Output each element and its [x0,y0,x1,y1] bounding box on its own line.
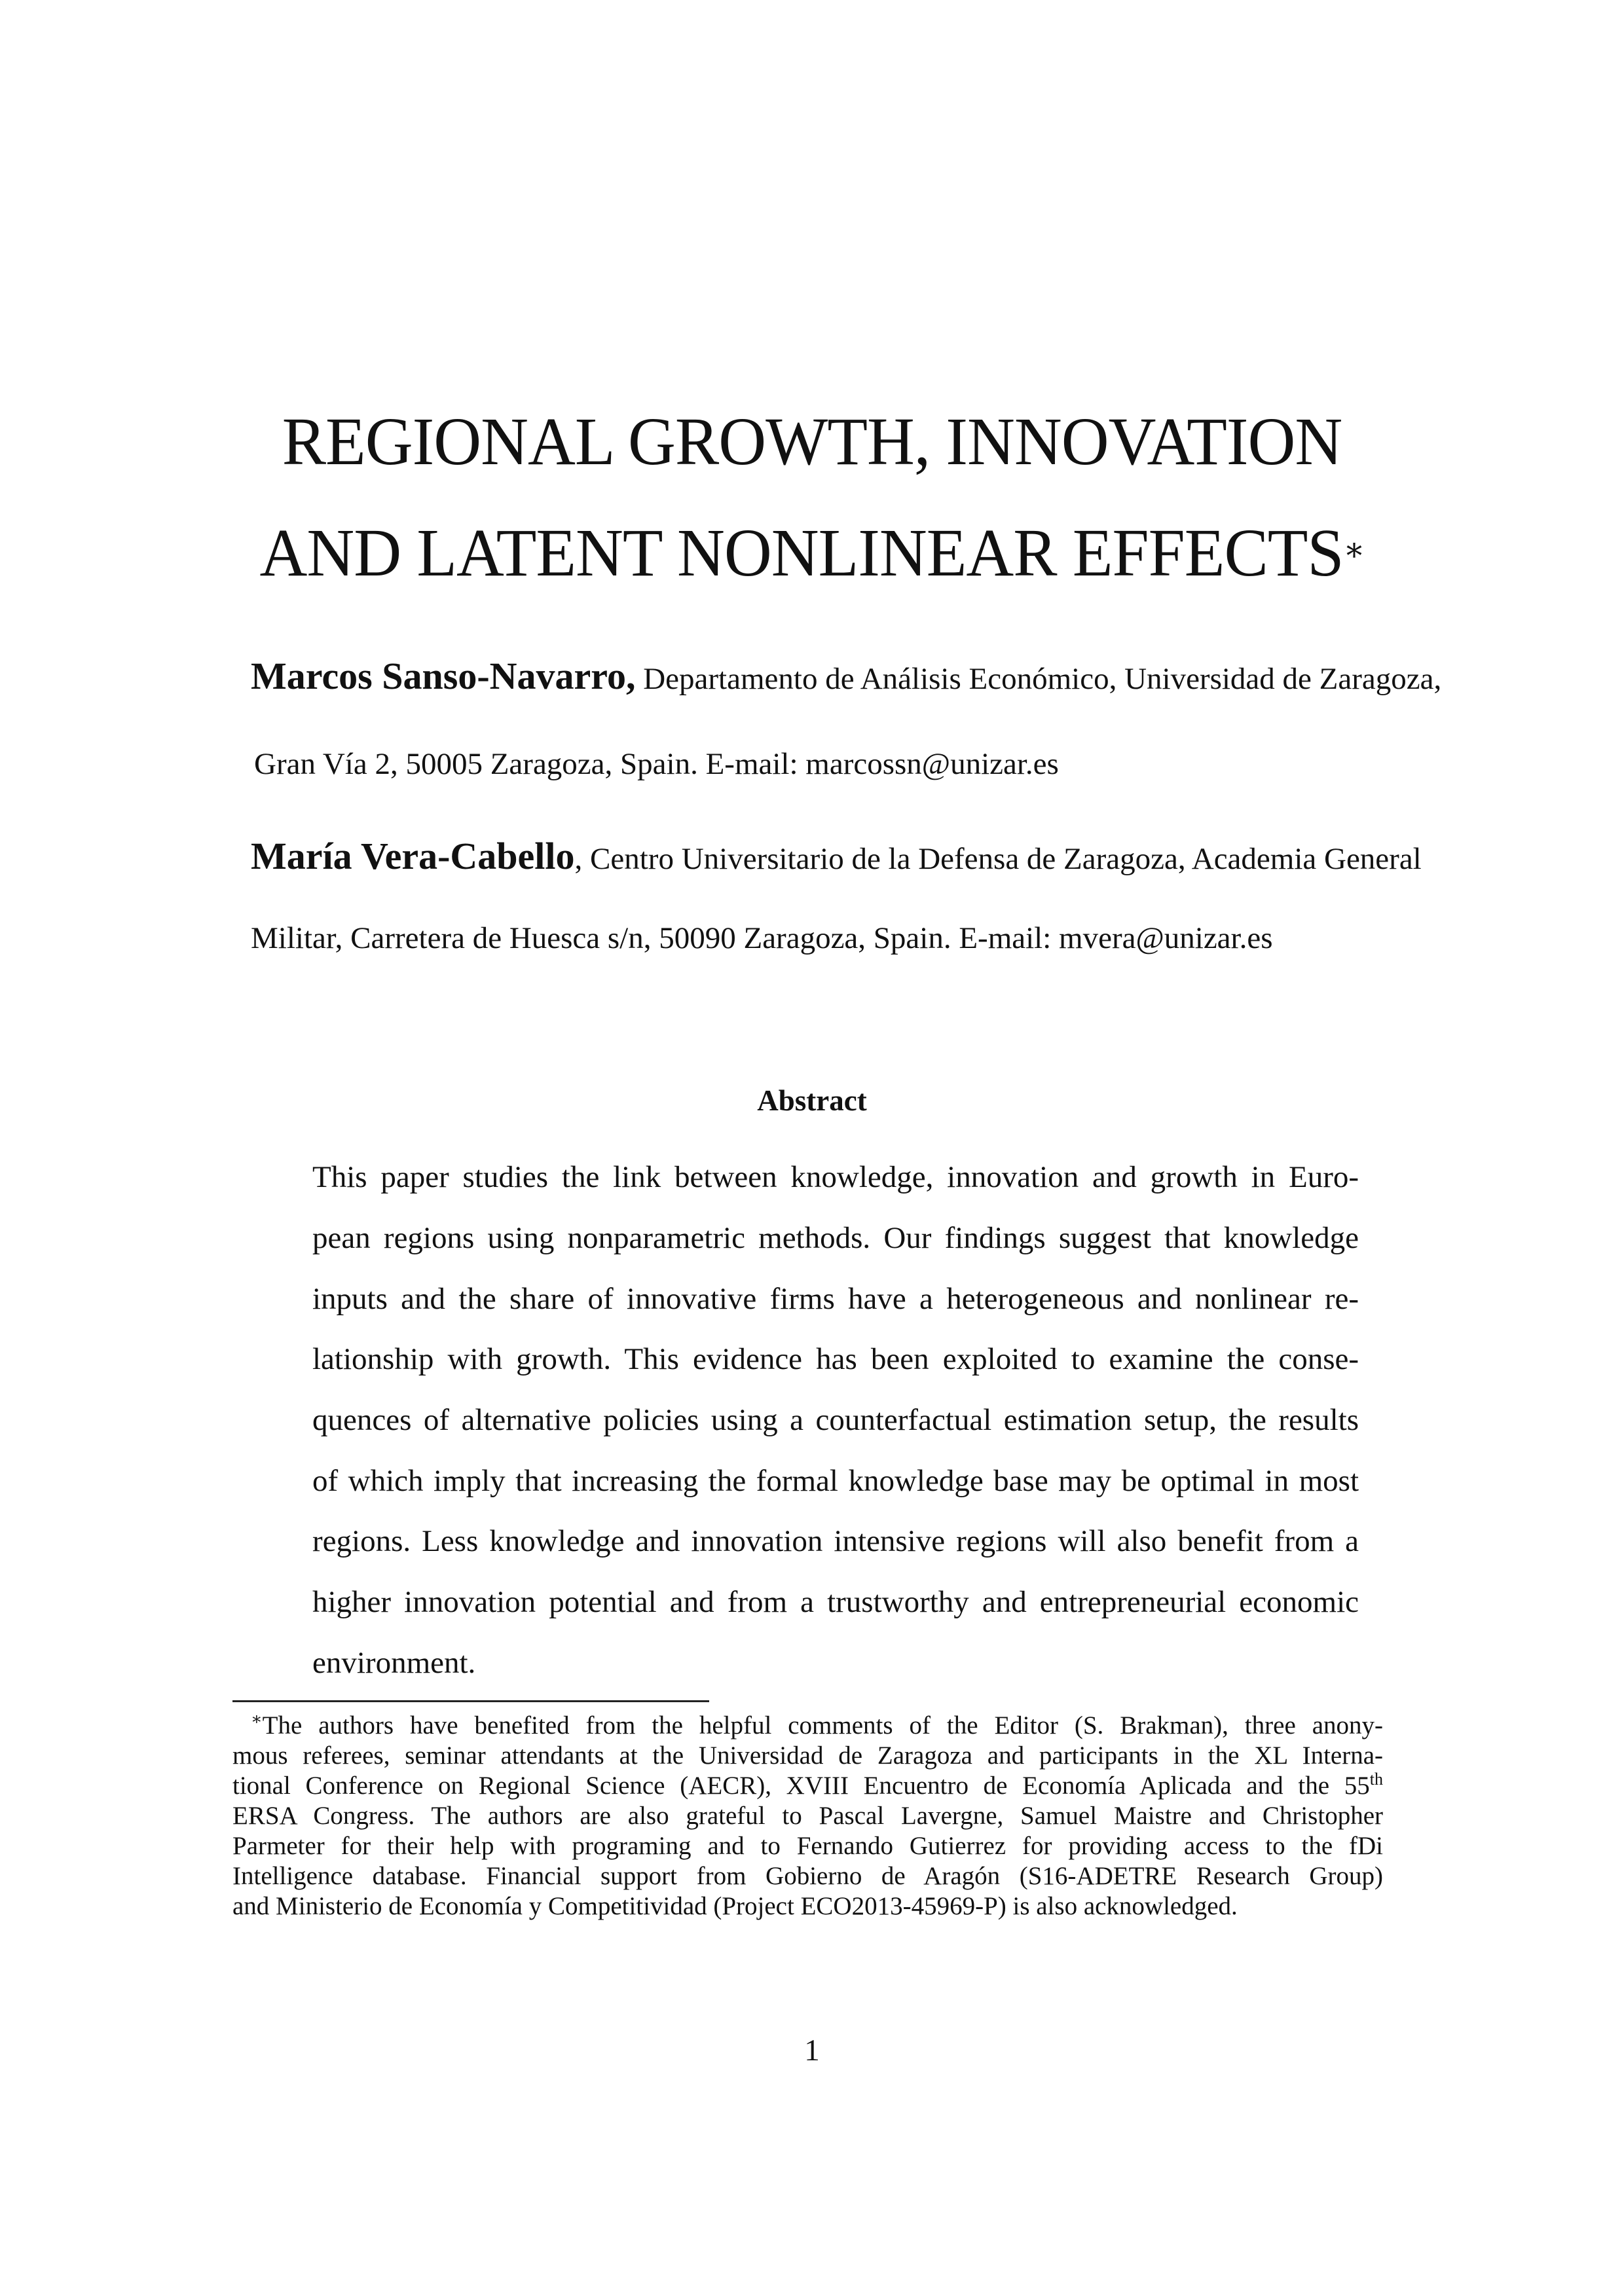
abstract-line: regions. Less knowledge and innovation intensive regions will also benefit from a [312,1524,1359,1558]
abstract-line: This paper studies the link between knowledge, innovation and growth in Euro- [312,1160,1359,1194]
author-2-line-1 [251,837,1422,879]
footnote-text: tional Conference on Regional Science (AECR), XVIII Encuentro de Economía Aplicada and the 55 [232,1772,1370,1800]
footnote-rule [232,1700,709,1702]
title-text-1: REGIONAL GROWTH, INNOVATION [282,404,1342,479]
footnote-line [232,1771,1383,1801]
ordinal-suffix: th [1369,1770,1383,1789]
author-1-line-1 [251,657,1441,699]
abstract-line: quences of alternative policies using a counterfactual estimation setup, the results [312,1403,1359,1437]
footnote-line: and Ministerio de Economía y Competitividad (Project ECO2013-45969-P) is also acknowledged. [232,1892,1238,1920]
paper-title-line-1 [24,403,1600,481]
abstract-line: lationship with growth. This evidence has been exploited to examine the conse- [312,1342,1359,1376]
footnote-line [251,1711,1383,1741]
footnote-line: Parmeter for their help with programing and to Fernando Gutierrez for providing access to the fDi [232,1832,1383,1860]
title-footnote-mark[interactable]: ∗ [1343,531,1365,568]
abstract-line: higher innovation potential and from a trustworthy and entrepreneurial economic [312,1585,1359,1619]
author-2-line-2 [251,919,1273,958]
footnote-line: ERSA Congress. The authors are also grateful to Pascal Lavergne, Samuel Maistre and Christopher [232,1802,1383,1830]
author-2-address: Militar, Carretera de Huesca s/n, 50090 Zaragoza, Spain. E-mail: mvera@unizar.es [251,921,1273,955]
author-1-affiliation: Departamento de Análisis Económico, Universidad de Zaragoza, [643,662,1442,696]
abstract-line: pean regions using nonparametric methods. Our findings suggest that knowledge [312,1221,1359,1255]
abstract-line: inputs and the share of innovative firms have a heterogeneous and nonlinear re- [312,1282,1359,1316]
footnote-text: The authors have benefited from the helpful comments of the Editor (S. Brakman), three anony- [262,1711,1383,1740]
author-1-line-2 [254,744,1059,784]
abstract-heading: Abstract [757,1084,867,1117]
page-number: 1 [804,2033,820,2068]
footnote-mark: ∗ [251,1709,263,1728]
paper-title-line-2 [24,514,1600,592]
title-text-2: AND LATENT NONLINEAR EFFECTS [259,515,1344,591]
footnote-line: mous referees, seminar attendants at the Universidad de Zaragoza and participants in the XL Interna- [232,1741,1383,1770]
author-1-name: Marcos Sanso-Navarro, [251,655,636,697]
abstract-line: environment. [312,1646,476,1680]
footnote-line: Intelligence database. Financial support from Gobierno de Aragón (S16-ADETRE Research Group) [232,1862,1383,1890]
abstract-line: of which imply that increasing the formal knowledge base may be optimal in most [312,1464,1359,1498]
author-2-affiliation: , Centro Universitario de la Defensa de Zaragoza, Academia General [574,842,1422,876]
author-1-address: Gran Vía 2, 50005 Zaragoza, Spain. E-mail: marcossn@unizar.es [254,747,1059,781]
author-2-name: María Vera-Cabello [251,835,575,877]
